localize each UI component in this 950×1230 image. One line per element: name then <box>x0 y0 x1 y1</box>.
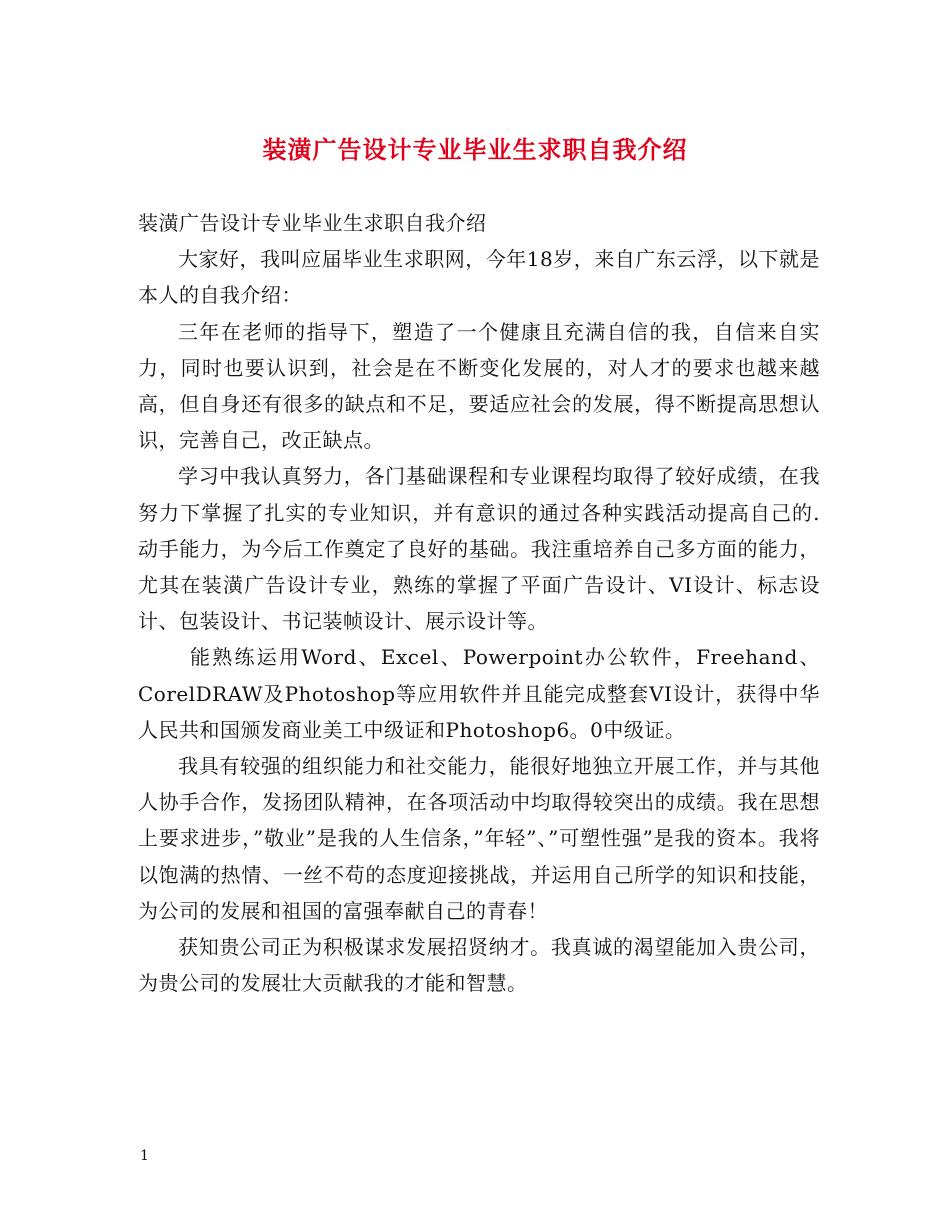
paragraph-study: 学习中我认真努力，各门基础课程和专业课程均取得了较好成绩，在我努力下掌握了扎实的专业知识，并有意识的通过各种实践活动提高自己的.动手能力，为今后工作奠定了良好的基础。我注重培养自己多方面的能力，尤其在装潢广告设计专业，熟练的掌握了平面广告设计、VI设计、标志设计、包装设计、书记装帧设计、展示设计等。 <box>138 464 820 634</box>
subtitle-line: 装潢广告设计专业毕业生求职自我介绍 <box>138 211 487 235</box>
page-number: 1 <box>140 1148 149 1164</box>
paragraph-software-skills: 能熟练运用Word、Excel、Powerpoint办公软件，Freehand、CorelDRAW及Photoshop等应用软件并且能完成整套VI设计，获得中华人民共和国颁发商业美工中级证和Photoshop6。0中级证。 <box>138 645 820 742</box>
paragraph-growth: 三年在老师的指导下，塑造了一个健康且充满自信的我，自信来自实力，同时也要认识到，社会是在不断变化发展的，对人才的要求也越来越高，但自身还有很多的缺点和不足，要适应社会的发展，得不断提高思想认识，完善自己，改正缺点。 <box>138 319 820 453</box>
paragraph-intro: 大家好，我叫应届毕业生求职网，今年18岁，来自广东云浮，以下就是本人的自我介绍： <box>138 247 820 308</box>
document-body <box>138 205 820 1001</box>
paragraph-abilities: 我具有较强的组织能力和社交能力，能很好地独立开展工作，并与其他人协手合作，发扬团队精神，在各项活动中均取得较突出的成绩。我在思想上要求进步，”敬业”是我的人生信条，”年轻”、”可塑性强”是我的资本。我将以饱满的热情、一丝不苟的态度迎接挑战，并运用自己所学的知识和技能，为公司的发展和祖国的富强奉献自己的青春！ <box>138 754 820 923</box>
paragraph-closing: 获知贵公司正为积极谋求发展招贤纳才。我真诚的渴望能加入贵公司，为贵公司的发展壮大贡献我的才能和智慧。 <box>138 935 820 996</box>
document-title: 装潢广告设计专业毕业生求职自我介绍 <box>262 135 688 164</box>
